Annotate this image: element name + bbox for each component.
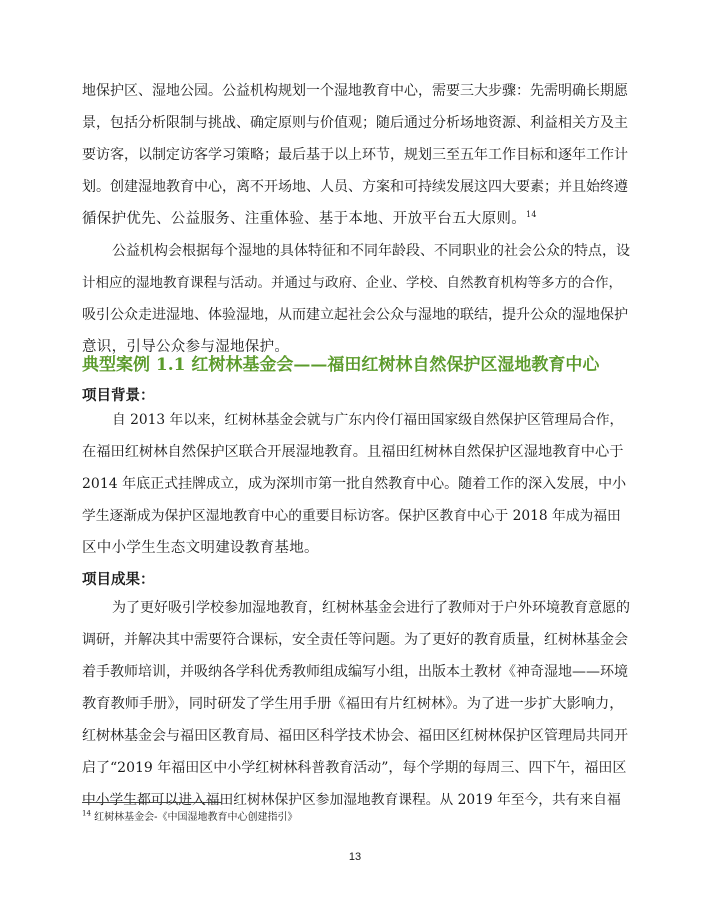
paragraph-project-background	[82, 404, 630, 564]
text-line: 地保护区、湿地公园。公益机构规划一个湿地教育中心，需要三大步骤：先需明确长期愿	[82, 83, 628, 99]
text-line: 2014 年底正式挂牌成立，成为深圳市第一批自然教育中心。随着工作的深入发展，中小	[82, 476, 627, 492]
text-line: 为了更好吸引学校参加湿地教育，红树林基金会进行了教师对于户外环境教育意愿的	[112, 600, 630, 616]
background-heading: 项目背景：	[82, 387, 155, 404]
footnote-text: 红树林基金会-《中国湿地教育中心创建指引》	[90, 812, 298, 823]
text-line: 调研，并解决其中需要符合课标，安全责任等问题。为了更好的教育质量，红树林基金会	[82, 632, 628, 648]
text-line: 计相应的湿地教育课程与活动。并通过与政府、企业、学校、自然教育机构等多方的合作，	[82, 275, 622, 291]
paragraph-project-results	[82, 592, 630, 816]
paragraph-public-engagement	[82, 235, 630, 363]
text-line: 中小学生都可以进入福田红树林保护区参加湿地教育课程。从 2019 年至今，共有来自福	[82, 792, 621, 808]
text-line-last	[82, 203, 630, 235]
text-line: 自 2013 年以来，红树林基金会就与广东内伶仃福田国家级自然保护区管理局合作，	[112, 412, 624, 428]
page-number: 13	[348, 851, 362, 863]
text-line: 吸引公众走进湿地、体验湿地，从而建立起社会公众与湿地的联结，提升公众的湿地保护	[82, 307, 628, 323]
text-line: 学生逐渐成为保护区湿地教育中心的重要目标访客。保护区教育中心于 2018 年成为福田	[82, 508, 621, 524]
text-line: 启了“2019 年福田区中小学红树林科普教育活动”，每个学期的每周三、四下午，福田区	[82, 760, 627, 776]
text-line: 划。创建湿地教育中心，离不开场地、人员、方案和可持续发展这四大要素；并且始终遵	[82, 179, 628, 195]
results-heading: 项目成果：	[82, 571, 155, 588]
text-line: 意识，引导公众参与湿地保护。	[82, 339, 290, 355]
paragraph-wetland-education-center-planning	[82, 75, 630, 235]
text-line: 要访客，以制定访客学习策略；最后基于以上环节，规划三至五年工作目标和逐年工作计	[82, 147, 628, 163]
footnote	[82, 808, 297, 823]
text-line: 在福田红树林自然保护区联合开展湿地教育。且福田红树林自然保护区湿地教育中心于	[82, 444, 624, 460]
footnote-divider	[82, 802, 222, 803]
text-line: 教育教师手册》，同时研发了学生用手册《福田有片红树林》。为了进一步扩大影响力，	[82, 696, 624, 712]
text-line: 公益机构会根据每个湿地的具体特征和不同年龄段、不同职业的社会公众的特点，设	[112, 243, 630, 259]
text-line: 着手教师培训，并吸纳各学科优秀教师组成编写小组，出版本土教材《神奇湿地——环境	[82, 664, 628, 680]
footnote-number: 14	[82, 809, 91, 818]
text-line: 红树林基金会与福田区教育局、福田区科学技术协会、福田区红树林保护区管理局共同开	[82, 728, 628, 744]
text-line: 景，包括分析限制与挑战、确定原则与价值观；随后通过分析场地资源、利益相关方及主	[82, 115, 628, 131]
text-line: 循保护优先、公益服务、注重体验、基于本地、开放平台五大原则。	[82, 211, 526, 227]
case-study-title: 典型案例 1.1 红树林基金会——福田红树林自然保护区湿地教育中心	[82, 355, 600, 375]
text-line: 区中小学生生态文明建设教育基地。	[82, 540, 319, 556]
footnote-reference[interactable]: 14	[526, 210, 537, 220]
